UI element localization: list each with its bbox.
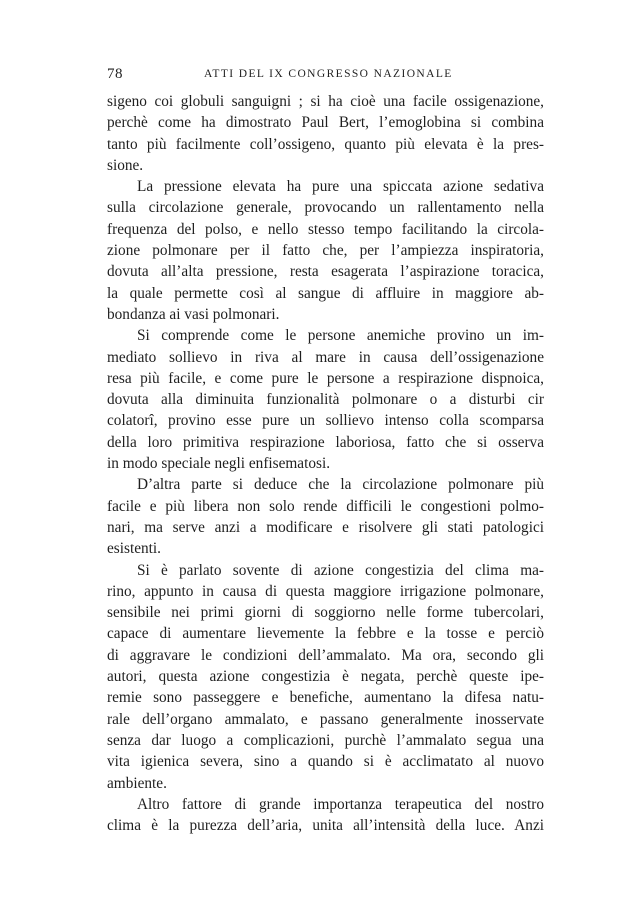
text-line: sigeno coi globuli sanguigni ; si ha cioè una facile ossigenazione, (107, 93, 544, 110)
text-line: colatorî, provino esse pure un sollievo intenso colla scomparsa (107, 412, 544, 430)
text-line: tanto più facilmente coll’ossigeno, quanto più elevata è la pres- (107, 135, 544, 153)
text-line: autori, questa azione congestizia è negata, perchè queste ipe- (107, 668, 544, 686)
running-head (107, 66, 544, 86)
text-line: mediato sollievo in riva al mare in causa dell’ossigenazione (107, 348, 544, 366)
text-line: zione polmonare per il fatto che, per l’ampiezza inspiratoria, (107, 242, 544, 260)
text-line: La pressione elevata ha pure una spiccata azione sedativa (137, 178, 544, 196)
text-line: la quale permette così al sangue di affluire in maggiore ab- (107, 284, 544, 302)
text-line: facile e più libera non solo rende difficili le congestioni polmo- (107, 497, 544, 515)
text-line: Si è parlato sovente di azione congestizia del clima ma- (137, 561, 544, 579)
text-line: resa più facile, e come pure le persone a respirazione dispnoica, (107, 369, 544, 387)
running-head-title: ATTI DEL IX CONGRESSO NAZIONALE (204, 68, 453, 80)
text-line: sione. (107, 156, 144, 174)
text-line: in modo speciale negli enfisematosi. (107, 455, 331, 473)
text-line: dovuta alla diminuita funzionalità polmonare o a disturbi cir (107, 391, 544, 409)
text-line: remie sono passeggere e benefiche, aumentano la difesa natu- (107, 689, 544, 707)
text-line: frequenza del polso, e nello stesso tempo facilitando la circola- (107, 220, 544, 238)
text-line: senza dar luogo a complicazioni, purchè l’ammalato segua una (107, 731, 544, 749)
text-line: D’altra parte si deduce che la circolazione polmonare più (137, 476, 544, 494)
page-number: 78 (107, 66, 123, 82)
text-line: ambiente. (107, 774, 167, 792)
text-line: sulla circolazione generale, provocando un rallentamento nella (107, 199, 544, 217)
text-line: vita igienica severa, sino a quando si è acclimatato al nuovo (107, 753, 544, 771)
body-text (107, 91, 544, 836)
text-line: della loro primitiva respirazione laboriosa, fatto che si osserva (107, 433, 544, 451)
text-line: sensibile nei primi giorni di soggiorno nelle forme tubercolari, (107, 604, 544, 622)
text-line: rino, appunto in causa di questa maggiore irrigazione polmonare, (107, 582, 544, 600)
text-line: rale dell’organo ammalato, e passano generalmente inosservate (107, 710, 544, 728)
text-line: esistenti. (107, 540, 161, 558)
text-line: capace di aumentare lievemente la febbre e la tosse e perciò (107, 625, 544, 643)
text-line: di aggravare le condizioni dell’ammalato. Ma ora, secondo gli (107, 646, 544, 664)
text-line: bondanza ai vasi polmonari. (107, 305, 280, 323)
text-line: clima è la purezza dell’aria, unita all’intensità della luce. Anzi (107, 817, 544, 835)
text-line: nari, ma serve anzi a modificare e risolvere gli stati patologici (107, 518, 544, 536)
text-line: perchè come ha dimostrato Paul Bert, l’emoglobina si combina (107, 114, 544, 132)
text-line: Altro fattore di grande importanza terapeutica del nostro (137, 795, 544, 813)
text-line: Si comprende come le persone anemiche provino un im- (137, 327, 544, 345)
text-line: dovuta all’alta pressione, resta esagerata l’aspirazione toracica, (107, 263, 544, 281)
